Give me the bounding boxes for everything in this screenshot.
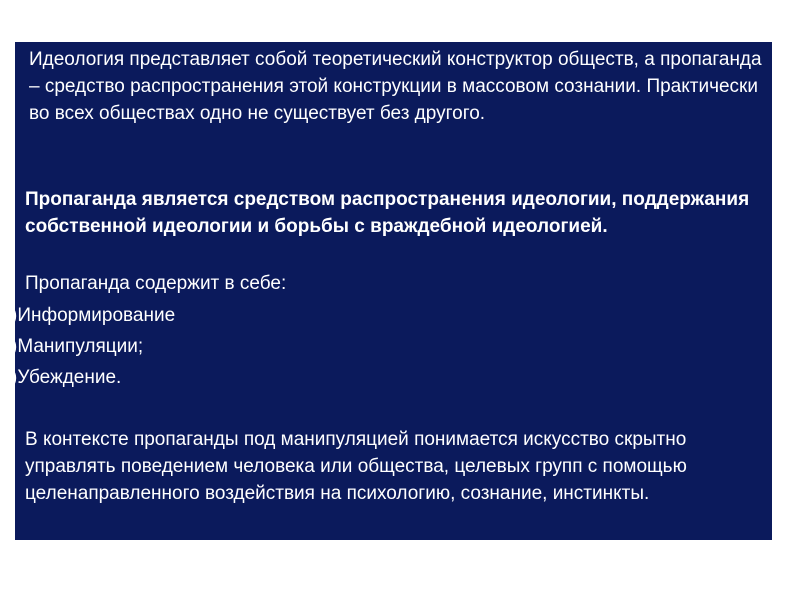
list-heading: Пропаганда содержит в себе: bbox=[25, 273, 287, 294]
intro-paragraph: Идеология представляет собой теоретический конструктор обществ, а пропаганда – средство распространения этой конструкции в массовом сознании. Практически во всех обществах одно не существует без другого. bbox=[29, 49, 762, 124]
propaganda-components-list bbox=[11, 302, 175, 395]
list-item: )Манипуляции; bbox=[11, 336, 144, 357]
text-panel bbox=[11, 42, 772, 540]
list-item: )Информирование bbox=[11, 305, 176, 326]
bold-paragraph: Пропаганда является средством распространения идеологии, поддержания собственной идеологии и борьбы с враждебной идеологией. bbox=[25, 189, 750, 237]
manipulation-paragraph: В контексте пропаганды под манипуляцией понимается искусство скрытно управлять поведением человека или общества, целевых групп с помощью целенаправленного воздействия на психологию, сознание, инстинкты. bbox=[25, 429, 687, 504]
list-item: )Убеждение. bbox=[11, 367, 122, 388]
